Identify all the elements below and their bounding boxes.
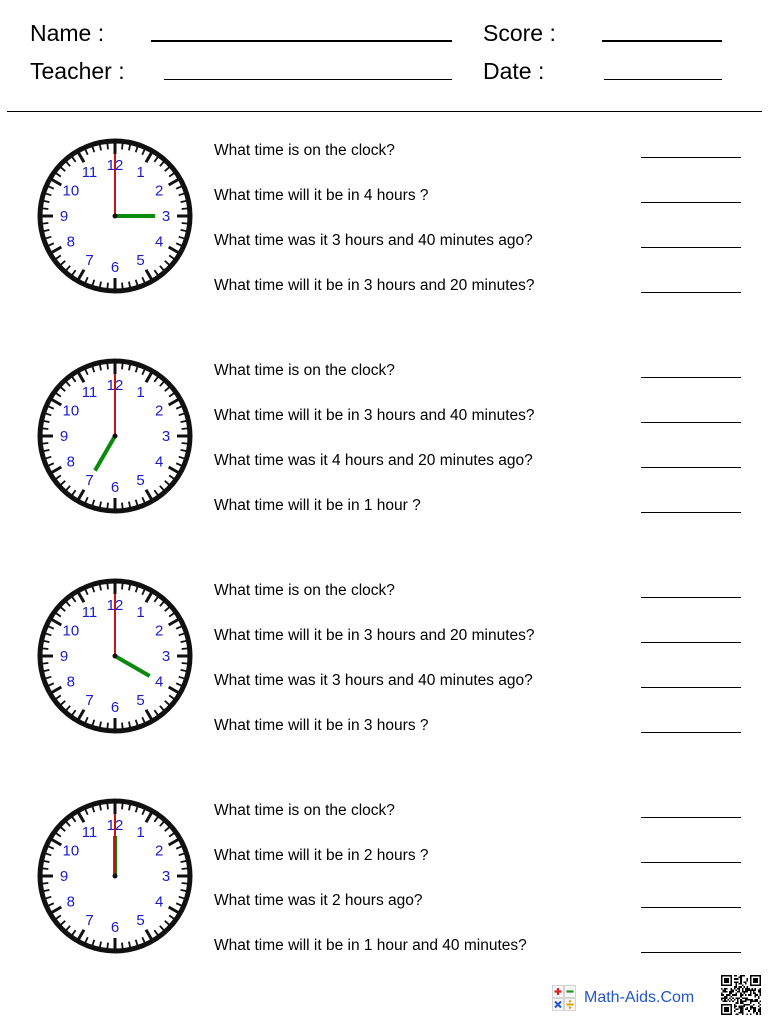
clock-tick xyxy=(122,943,123,949)
problem-block xyxy=(0,796,768,966)
clock-tick xyxy=(42,223,48,224)
clock-tick xyxy=(42,443,48,444)
clock-tick xyxy=(100,502,101,508)
clock-numeral: 8 xyxy=(66,893,76,911)
clock-numeral: 12 xyxy=(106,157,124,174)
clock-tick xyxy=(44,230,50,231)
clock-tick xyxy=(182,868,188,869)
clock-tick xyxy=(107,363,108,369)
answer-line[interactable] xyxy=(641,817,741,818)
clock-numeral: 10 xyxy=(62,182,80,200)
clock-numeral: 5 xyxy=(136,912,145,930)
clock-tick xyxy=(42,648,48,649)
clock-tick xyxy=(107,583,108,589)
clock-tick xyxy=(44,670,50,671)
clock-icon xyxy=(35,576,195,736)
clock-tick xyxy=(182,428,188,429)
clock-numeral: 7 xyxy=(85,912,94,930)
date-line[interactable] xyxy=(604,79,722,80)
answer-line[interactable] xyxy=(641,202,741,203)
clock-numeral: 6 xyxy=(110,259,120,276)
clock-tick xyxy=(107,943,108,949)
clock-tick xyxy=(107,723,108,729)
clock-numeral: 10 xyxy=(62,842,80,860)
header-divider xyxy=(7,111,762,112)
clock-tick xyxy=(182,443,188,444)
clock-center xyxy=(113,214,118,219)
clock-tick xyxy=(129,722,130,728)
clock-tick xyxy=(100,585,101,591)
clock-tick xyxy=(129,145,130,151)
clock-tick xyxy=(122,283,123,289)
answer-line[interactable] xyxy=(641,292,741,293)
clock-center xyxy=(113,434,118,439)
clock-tick xyxy=(107,283,108,289)
question-text: What time will it be in 1 hour ? xyxy=(214,497,421,514)
math-aids-logo-icon xyxy=(552,985,576,1011)
clock-tick xyxy=(100,145,101,151)
clock-center xyxy=(113,874,118,879)
answer-line[interactable] xyxy=(641,597,741,598)
clock-tick xyxy=(44,201,50,202)
teacher-line[interactable] xyxy=(164,79,452,80)
clock-tick xyxy=(42,428,48,429)
clock-tick xyxy=(100,942,101,948)
clock-tick xyxy=(100,282,101,288)
clock-numeral: 7 xyxy=(85,252,94,270)
clock-tick xyxy=(107,143,108,149)
clock-numeral: 9 xyxy=(59,208,69,225)
clock-tick xyxy=(181,230,187,231)
clock-numeral: 4 xyxy=(154,233,164,251)
clock-tick xyxy=(181,450,187,451)
clock-icon xyxy=(35,796,195,956)
clock-numeral: 3 xyxy=(161,428,171,445)
question-text: What time was it 3 hours and 40 minutes ago? xyxy=(214,672,533,689)
question-text: What time is on the clock? xyxy=(214,362,395,379)
clock-numeral: 6 xyxy=(110,919,120,936)
clock-tick xyxy=(181,641,187,642)
question-text: What time was it 2 hours ago? xyxy=(214,892,423,909)
clock-tick xyxy=(42,883,48,884)
clock-numeral: 3 xyxy=(161,868,171,885)
clock-numeral: 7 xyxy=(85,692,94,710)
name-label: Name : xyxy=(30,20,105,46)
clock-tick xyxy=(100,365,101,371)
clock-tick xyxy=(122,363,123,369)
clock-numeral: 9 xyxy=(59,648,69,665)
qr-code-icon xyxy=(721,975,761,1015)
clock-numeral: 3 xyxy=(161,648,171,665)
clock-tick xyxy=(182,208,188,209)
problem-block xyxy=(0,356,768,526)
clock-tick xyxy=(107,503,108,509)
clock-tick xyxy=(182,883,188,884)
clock-tick xyxy=(44,890,50,891)
clock-tick xyxy=(182,663,188,664)
clock-tick xyxy=(129,365,130,371)
clock-center xyxy=(113,654,118,659)
answer-line[interactable] xyxy=(641,247,741,248)
clock-numeral: 10 xyxy=(62,402,80,420)
clock-numeral: 6 xyxy=(110,699,120,716)
answer-line[interactable] xyxy=(641,512,741,513)
clock-tick xyxy=(44,421,50,422)
score-line[interactable] xyxy=(602,40,722,42)
clock-tick xyxy=(129,942,130,948)
clock-numeral: 1 xyxy=(136,823,145,841)
clock-tick xyxy=(42,868,48,869)
clock-tick xyxy=(122,803,123,809)
question-text: What time is on the clock? xyxy=(214,802,395,819)
clock-tick xyxy=(181,421,187,422)
clock-tick xyxy=(44,450,50,451)
clock-numeral: 5 xyxy=(136,472,145,490)
clock-numeral: 4 xyxy=(154,893,164,911)
clock-numeral: 12 xyxy=(106,377,124,394)
clock-tick xyxy=(181,890,187,891)
clock-numeral: 5 xyxy=(136,692,145,710)
brand-link[interactable]: Math-Aids.Com xyxy=(584,989,695,1006)
clock-tick xyxy=(44,641,50,642)
answer-line[interactable] xyxy=(641,952,741,953)
answer-line[interactable] xyxy=(641,687,741,688)
clock-numeral: 9 xyxy=(59,428,69,445)
brand xyxy=(552,985,694,1011)
score-label: Score : xyxy=(483,20,556,46)
question-text: What time will it be in 4 hours ? xyxy=(214,187,429,204)
clock-tick xyxy=(122,143,123,149)
clock-numeral: 4 xyxy=(154,453,164,471)
clock-tick xyxy=(129,805,130,811)
question-text: What time will it be in 1 hour and 40 minutes? xyxy=(214,937,527,954)
clock-tick xyxy=(122,583,123,589)
clock-numeral: 8 xyxy=(66,673,76,691)
question-text: What time will it be in 3 hours and 20 minutes? xyxy=(214,627,535,644)
clock-tick xyxy=(181,201,187,202)
question-text: What time will it be in 2 hours ? xyxy=(214,847,429,864)
clock-tick xyxy=(129,282,130,288)
clock-numeral: 2 xyxy=(154,402,164,420)
clock-numeral: 1 xyxy=(136,383,145,401)
teacher-label: Teacher : xyxy=(30,58,125,84)
clock-numeral: 8 xyxy=(66,453,76,471)
answer-line[interactable] xyxy=(641,157,741,158)
clock-tick xyxy=(100,722,101,728)
clock-tick xyxy=(182,223,188,224)
clock-tick xyxy=(122,503,123,509)
clock-numeral: 2 xyxy=(154,182,164,200)
clock-numeral: 1 xyxy=(136,603,145,621)
question-text: What time will it be in 3 hours and 40 minutes? xyxy=(214,407,535,424)
question-text: What time was it 4 hours and 20 minutes ago? xyxy=(214,452,533,469)
clock-tick xyxy=(100,805,101,811)
clock-tick xyxy=(129,585,130,591)
clock-numeral: 2 xyxy=(154,842,164,860)
clock-numeral: 5 xyxy=(136,252,145,270)
clock-numeral: 8 xyxy=(66,233,76,251)
clock-numeral: 4 xyxy=(154,673,164,691)
clock-tick xyxy=(181,670,187,671)
clock-numeral: 3 xyxy=(161,208,171,225)
answer-line[interactable] xyxy=(641,732,741,733)
clock-tick xyxy=(42,208,48,209)
clock-tick xyxy=(42,663,48,664)
clock-numeral: 9 xyxy=(59,868,69,885)
clock-numeral: 12 xyxy=(106,597,124,614)
name-line[interactable] xyxy=(151,40,452,42)
clock-tick xyxy=(44,861,50,862)
clock-numeral: 11 xyxy=(81,383,98,401)
clock-tick xyxy=(181,861,187,862)
problem-block xyxy=(0,576,768,746)
question-text: What time will it be in 3 hours ? xyxy=(214,717,429,734)
clock-icon xyxy=(35,136,195,296)
clock-tick xyxy=(129,502,130,508)
clock-numeral: 11 xyxy=(81,163,98,181)
question-text: What time is on the clock? xyxy=(214,142,395,159)
clock-numeral: 11 xyxy=(81,603,98,621)
answer-line[interactable] xyxy=(641,907,741,908)
question-text: What time was it 3 hours and 40 minutes ago? xyxy=(214,232,533,249)
question-text: What time will it be in 3 hours and 20 minutes? xyxy=(214,277,535,294)
clock-tick xyxy=(122,723,123,729)
clock-numeral: 2 xyxy=(154,622,164,640)
answer-line[interactable] xyxy=(641,862,741,863)
answer-line[interactable] xyxy=(641,467,741,468)
answer-line[interactable] xyxy=(641,422,741,423)
clock-numeral: 12 xyxy=(106,817,124,834)
problem-block xyxy=(0,136,768,306)
question-text: What time is on the clock? xyxy=(214,582,395,599)
clock-numeral: 11 xyxy=(81,823,98,841)
clock-icon xyxy=(35,356,195,516)
clock-numeral: 6 xyxy=(110,479,120,496)
date-label: Date : xyxy=(483,58,545,84)
clock-tick xyxy=(182,648,188,649)
answer-line[interactable] xyxy=(641,377,741,378)
clock-numeral: 7 xyxy=(85,472,94,490)
clock-numeral: 1 xyxy=(136,163,145,181)
clock-tick xyxy=(107,803,108,809)
answer-line[interactable] xyxy=(641,642,741,643)
clock-numeral: 10 xyxy=(62,622,80,640)
